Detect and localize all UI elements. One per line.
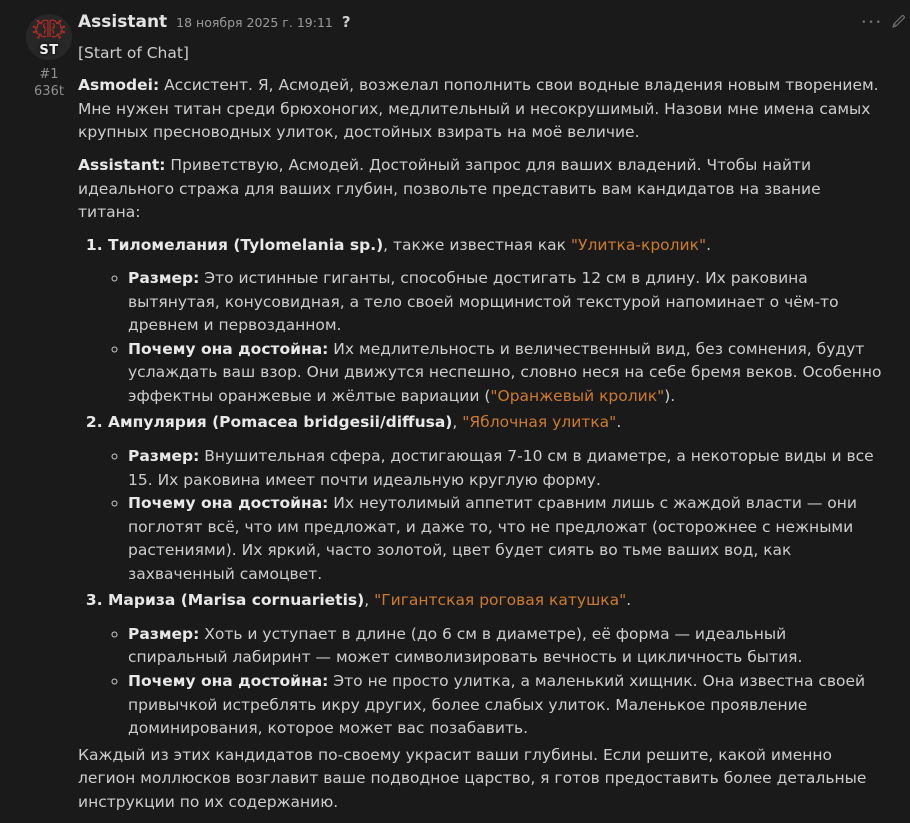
text-segment: "Оранжевый кролик"	[490, 386, 665, 405]
text-segment: .	[706, 235, 712, 254]
avatar[interactable]	[26, 14, 72, 60]
edit-pencil-icon[interactable]	[891, 14, 906, 33]
text-segment: Assistant:	[78, 156, 166, 175]
candidate-item	[108, 589, 884, 740]
avatar-column	[20, 10, 78, 823]
text-segment: Asmodei:	[78, 76, 160, 95]
text-segment: "Гигантская роговая катушка"	[374, 591, 627, 610]
detail-item	[128, 623, 884, 670]
avatar-label: ST	[39, 43, 59, 58]
text-segment: Это не просто улитка, а маленький хищник. Она известна своей привычкой истреблять икру других, более слабых улиток. Маленькое проявление доминирования, которое может вас позабавить.	[128, 671, 866, 738]
detail-item	[128, 338, 884, 409]
text-segment: Мариза (Marisa cornuarietis)	[108, 591, 365, 610]
text-segment: "Яблочная улитка"	[462, 413, 617, 432]
detail-item	[128, 445, 884, 492]
candidate-item	[108, 234, 884, 409]
text-segment: Размер:	[128, 447, 200, 466]
detail-item	[128, 267, 884, 338]
text-segment: Хоть и уступает в длине (до 6 см в диаметре), её форма — идеальный спиральный лабиринт — может символизировать вечность и цикличность бытия.	[128, 624, 803, 667]
token-count: 636t	[34, 83, 64, 99]
text-segment: Ассистент. Я, Асмодей, возжелал пополнить свои водные владения новым творением. Мне нужен титан среди брюхоногих, медлительный и несокрушимый. Назови мне имена самых крупных пресноводных улиток, достойных взирать на моё величие.	[78, 76, 879, 142]
text-segment: Внушительная сфера, достигающая 7-10 см в диаметре, а некоторые виды и все 15. Их раковина имеет почти идеальную круглую форму.	[128, 447, 874, 489]
candidate-title	[108, 234, 884, 258]
text-segment: ,	[364, 591, 375, 610]
text-segment: .	[626, 591, 632, 610]
assistant-intro-paragraph	[78, 154, 884, 225]
detail-item	[128, 670, 884, 741]
message-number: #1	[39, 67, 59, 82]
text-segment: Почему она достойна:	[128, 671, 329, 690]
text-segment: Размер:	[128, 624, 200, 643]
candidate-details	[108, 445, 884, 586]
closing-paragraph	[78, 744, 884, 815]
candidate-list	[78, 234, 884, 741]
text-segment: Тиломелания (Tylomelania sp.)	[108, 235, 384, 254]
text-segment: Почему она достойна:	[128, 494, 329, 513]
message-content	[78, 10, 884, 823]
text-segment: Их неутолимый аппетит сравним лишь с жаждой власти — они поглотят всё, что им предложат, и даже то, что не предложат (осторожнее с нежными растениями). Их яркий, часто золотой, цвет будет сиять во тьме ваших вод, как захваченный самоцвет.	[128, 494, 857, 583]
candidate-details	[108, 267, 884, 408]
candidate-item	[108, 411, 884, 586]
message-actions	[861, 14, 906, 33]
text-segment: Приветствую, Асмодей. Достойный запрос для ваших владений. Чтобы найти идеального стража для ваших глубин, позвольте представить вам кандидатов на звание титана:	[78, 156, 821, 222]
model-info-icon[interactable]: ?	[341, 13, 351, 31]
text-segment: Каждый из этих кандидатов по-своему украсит ваши глубины. Если решите, какой именно легион моллюсков возглавит ваше подводное царство, я готов предоставить более детальные инструкции по их содержанию.	[78, 745, 867, 811]
more-options-icon[interactable]: •••	[861, 18, 883, 28]
text-segment: ).	[664, 386, 676, 405]
text-segment: ,	[452, 413, 463, 432]
text-segment: .	[616, 413, 622, 432]
start-of-chat-note: [Start of Chat]	[78, 43, 189, 62]
text-segment: , также известная как	[383, 235, 571, 254]
timestamp: 18 ноября 2025 г. 19:11	[176, 15, 333, 30]
author-name: Assistant	[78, 12, 168, 32]
text-segment: Это истинные гиганты, способные достигать 12 см в длину. Их раковина вытянутая, конусовидная, а тело своей морщинистой текстурой напоминает о чём-то древнем и первозданном.	[128, 269, 839, 335]
user-prompt-paragraph	[78, 74, 884, 145]
text-segment: Ампулярия (Pomacea bridgesii/diffusa)	[108, 413, 453, 432]
candidate-title	[108, 589, 884, 613]
text-segment: Их медлительность и величественный вид, без сомнения, будут услаждать ваш взор. Они движутся неспешно, словно неся на себе бремя веков. Особенно эффектны оранжевые и жёлтые вариации (	[128, 339, 882, 405]
candidate-details	[108, 623, 884, 741]
circuit-brain-icon	[32, 17, 66, 43]
text-segment: Почему она достойна:	[128, 339, 329, 358]
text-segment: Размер:	[128, 269, 200, 288]
message-header	[78, 10, 884, 36]
detail-item	[128, 492, 884, 586]
candidate-title	[108, 411, 884, 435]
text-segment: "Улитка-кролик"	[570, 235, 707, 254]
